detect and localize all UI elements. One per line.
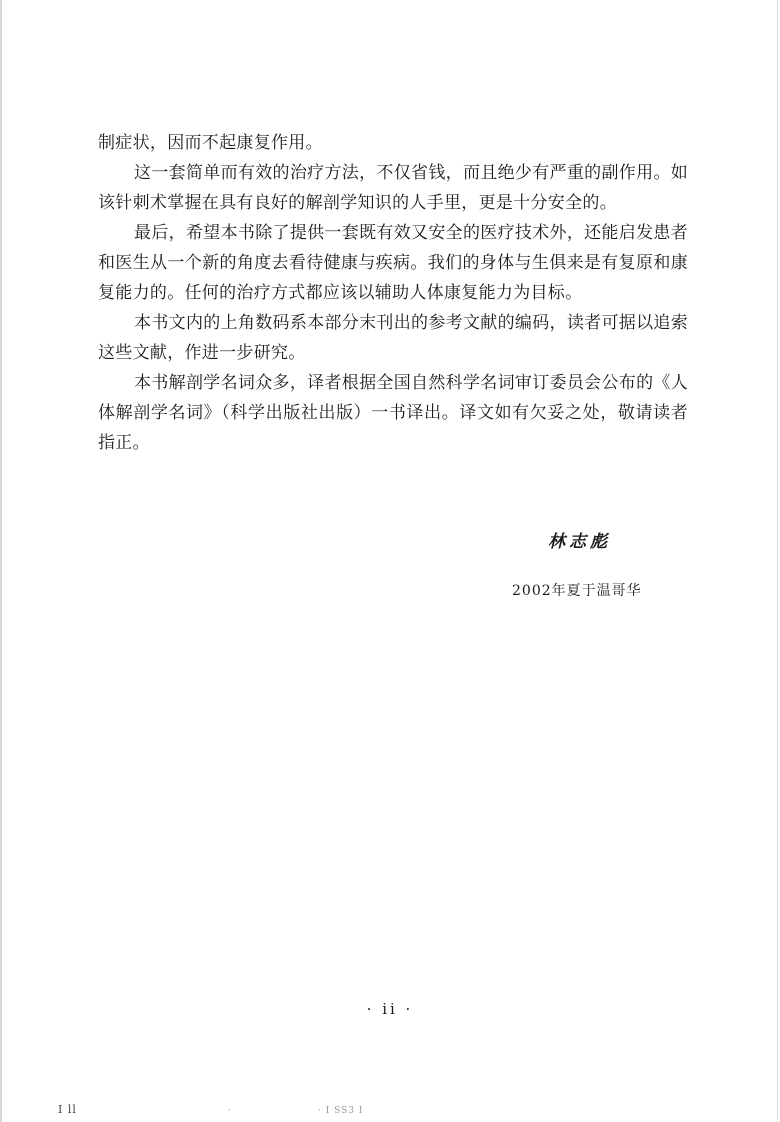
body-text	[98, 128, 688, 458]
paragraph-3: 最后，希望本书除了提供一套既有效又安全的医疗技术外，还能启发患者和医生从一个新的角度去看待健康与疾病。我们的身体与生俱来是有复原和康复能力的。任何的治疗方式都应该以辅助人体康复能力为目标。	[98, 223, 688, 303]
page-right-edge	[777, 0, 778, 1122]
paragraph-2: 这一套简单而有效的治疗方法，不仅省钱，而且绝少有严重的副作用。如该针刺术掌握在具有良好的解剖学知识的人手里，更是十分安全的。	[98, 163, 688, 213]
paragraph-1: 制症状，因而不起康复作用。	[98, 133, 323, 153]
page-left-edge	[0, 0, 2, 1122]
signature-dateline: 2002年夏于温哥华	[512, 583, 642, 599]
page-number: · ii ·	[366, 1000, 414, 1018]
scan-artifact: · I SS3 I	[318, 1106, 364, 1116]
paragraph-5: 本书解剖学名词众多，译者根据全国自然科学名词审订委员会公布的《人体解剖学名词》（科学出版社出版）一书译出。译文如有欠妥之处，敬请读者指正。	[98, 373, 688, 453]
paragraph-4: 本书文内的上角数码系本部分末刊出的参考文献的编码，读者可据以追索这些文献，作进一步研究。	[98, 313, 688, 363]
scan-artifact: ·	[228, 1106, 232, 1116]
scan-artifact: I ll	[58, 1103, 77, 1116]
translator-signature: 林志彪	[548, 532, 611, 552]
